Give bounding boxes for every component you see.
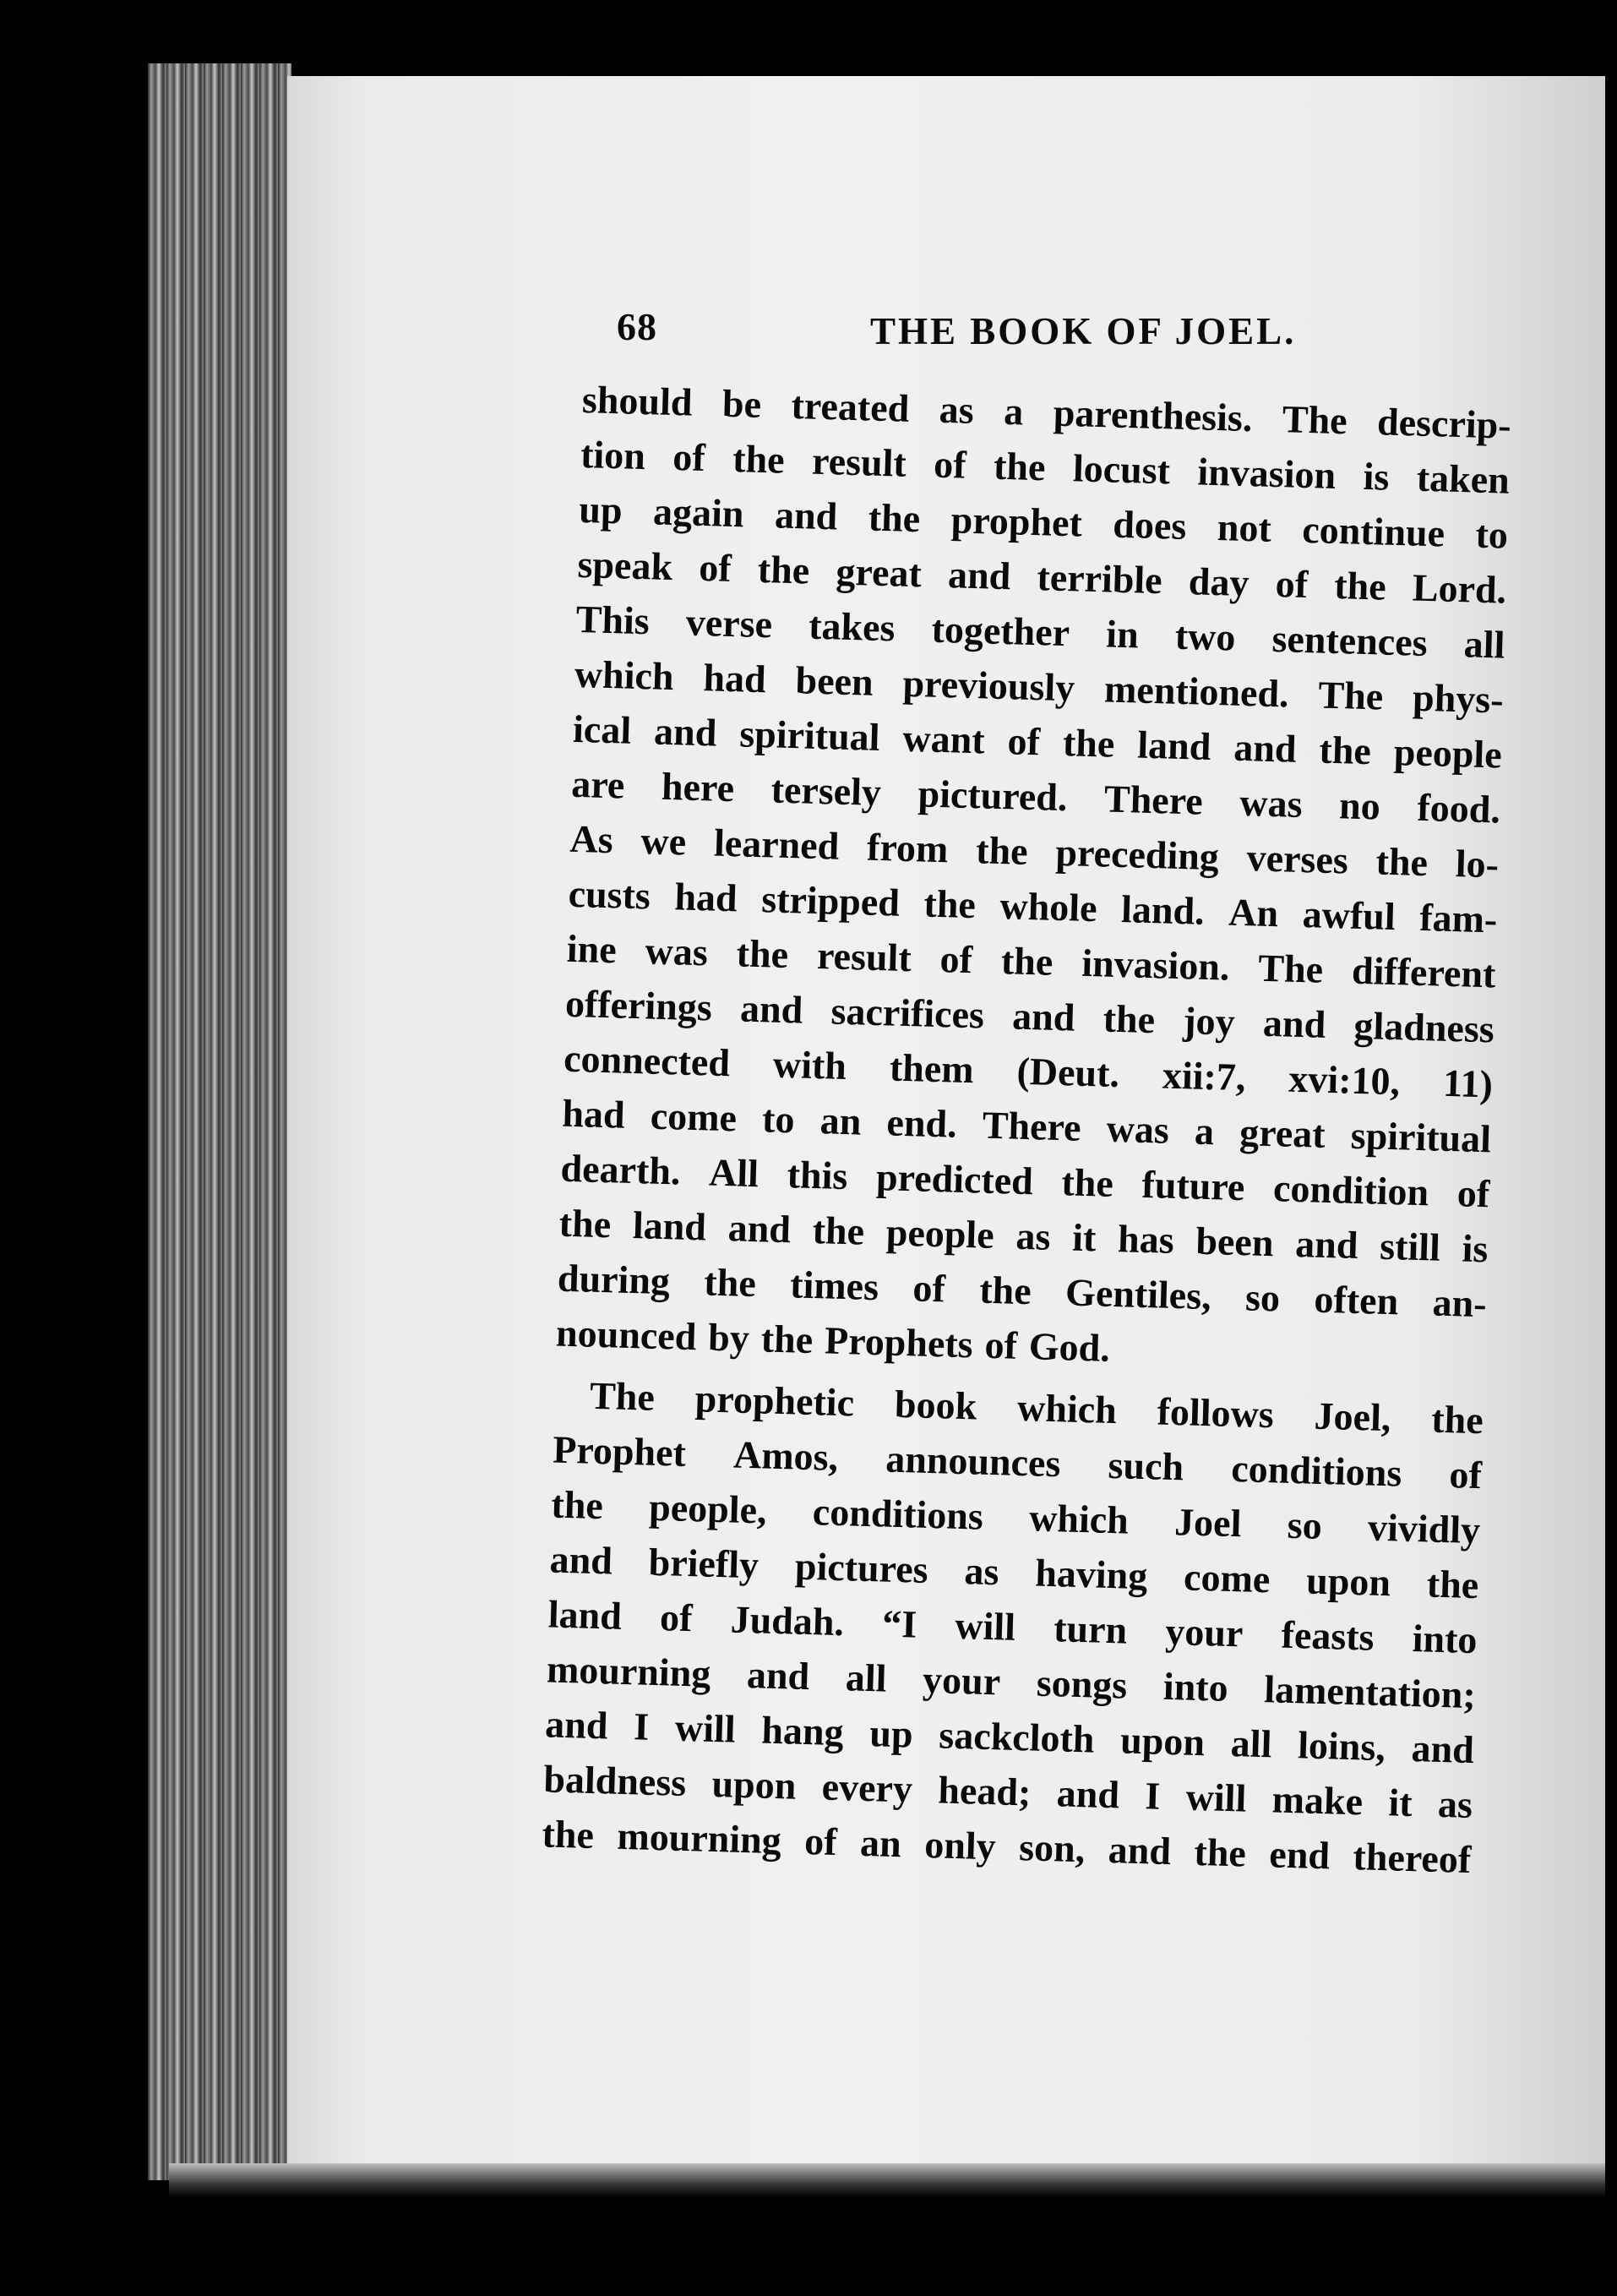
body-text [542,372,1512,1887]
text-line: had come to an end. There was a great spiritual [561,1091,1492,1161]
book-page-edges [148,63,291,2180]
text-line: dearth. All this predicted the future condition of [559,1146,1490,1216]
running-head [617,304,1605,363]
running-title: THE BOOK OF JOEL. [870,310,1297,352]
text-line: and I will hang up sackcloth upon all loins, and [544,1702,1475,1772]
text-line: offerings and sacrifices and the joy and gladness [564,981,1495,1051]
page-bottom-shadow [169,2163,1605,2197]
text-line: speak of the great and terrible day of the Lord. [576,542,1507,612]
text-line: As we learned from the preceding verses the lo- [569,816,1500,886]
text-line: ine was the result of the invasion. The different [566,926,1497,996]
text-line: tion of the result of the locust invasion is taken [580,432,1511,502]
text-line: are here tersely pictured. There was no food. [570,761,1501,832]
text-line: the mourning of an only son, and the end thereof [541,1812,1472,1882]
text-line: connected with them (Deut. xii:7, xvi:10, 11) [563,1036,1494,1106]
text-line: The prophetic book which follows Joel, the [589,1373,1484,1442]
text-line: nounced by the Prophets of God. [555,1311,1111,1370]
text-line: This verse takes together in two sentences all [575,597,1506,667]
text-line: which had been previously mentioned. The phys- [574,652,1505,722]
text-line: should be treated as a parenthesis. The descrip- [581,377,1512,447]
paragraph [555,372,1511,1386]
text-line: custs had stripped the whole land. An awful fam- [568,871,1499,941]
text-line: baldness upon every head; and I will make it as [542,1757,1473,1827]
text-line: Prophet Amos, announces such conditions of [552,1427,1483,1497]
text-line: ical and spiritual want of the land and the people [572,706,1503,777]
text-line: during the times of the Gentiles, so often an- [557,1256,1488,1326]
text-line: mourning and all your songs into lamentation; [546,1647,1477,1717]
paragraph [542,1367,1484,1887]
page-number: 68 [617,305,657,348]
text-line: the people, conditions which Joel so vividly [550,1482,1481,1552]
text-line: land of Judah. “I will turn your feasts into [547,1592,1478,1662]
text-line: up again and the prophet does not continue to [578,487,1509,557]
text-line: the land and the people as it has been and still is [558,1201,1489,1271]
text-line: and briefly pictures as having come upon the [549,1537,1479,1607]
